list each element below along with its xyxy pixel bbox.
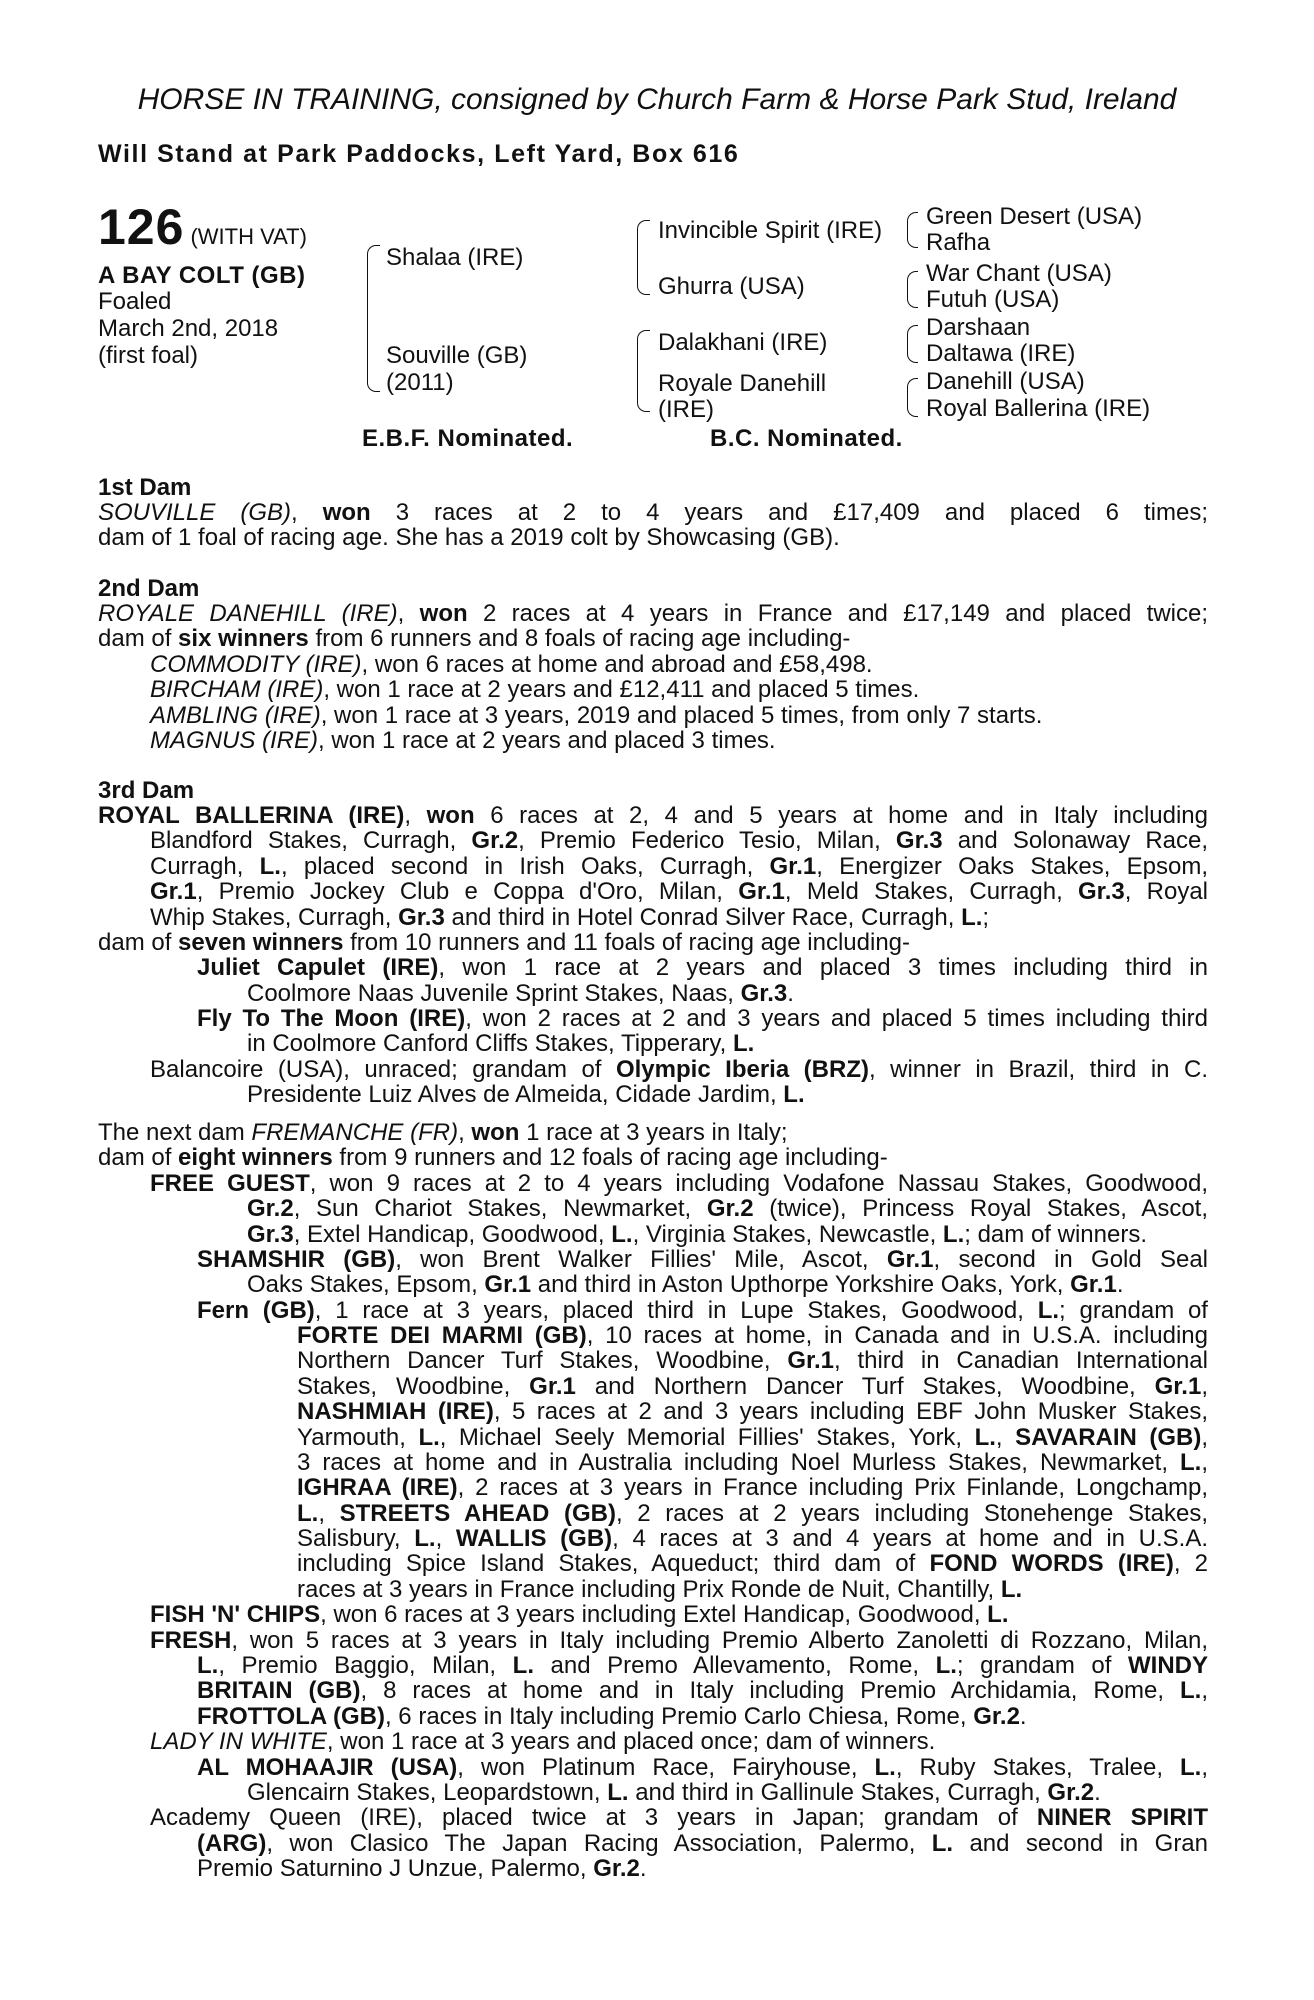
text-segment: and Premo Allevamento, Rome,: [533, 1651, 936, 1679]
next-dam-line: [150, 1729, 1208, 1754]
text-segment: (twice), Princess Royal Stakes, Ascot,: [753, 1195, 1208, 1223]
next-dam-line: [197, 1247, 1208, 1272]
text-segment: and third in Gallinule Stakes, Curragh,: [628, 1778, 1048, 1806]
text-segment: Whip Stakes, Curragh,: [150, 903, 399, 931]
text-segment: , 2: [1173, 1550, 1209, 1578]
text-segment: ,: [435, 1525, 456, 1553]
text-segment: from 9 runners and 12 foals of racing age including-: [332, 1144, 888, 1172]
text-segment: Presidente Luiz Alves de Almeida, Cidade Jardim,: [247, 1081, 784, 1109]
next-dam-line: [98, 1120, 1208, 1145]
text-segment: ,: [1201, 1448, 1208, 1476]
next-dam-line: [297, 1323, 1208, 1348]
text-segment: L.: [874, 1753, 896, 1781]
text-segment: Gr.2: [706, 1195, 754, 1223]
text-segment: Gr.1: [150, 878, 197, 906]
text-segment: , 2 races at 2 years including Stonehenge Stakes,: [616, 1499, 1208, 1527]
next-dam-line: [297, 1374, 1208, 1399]
text-segment: won: [419, 600, 468, 627]
text-segment: IGHRAA (IRE): [297, 1474, 458, 1502]
text-segment: NASHMIAH (IRE): [297, 1398, 494, 1426]
text-segment: , third in Canadian International: [834, 1347, 1208, 1375]
text-segment: ,: [318, 1499, 340, 1527]
text-segment: six winners: [178, 625, 309, 653]
text-segment: ; grandam of: [956, 1651, 1128, 1679]
text-segment: Olympic Iberia (BRZ): [615, 1055, 869, 1083]
text-segment: .: [1094, 1778, 1101, 1806]
first-dam-heading: 1st Dam: [98, 474, 192, 501]
text-segment: , won Platinum Race, Fairyhouse,: [457, 1753, 875, 1781]
text-segment: , Meld Stakes, Curragh,: [784, 878, 1079, 906]
text-segment: , Sun Chariot Stakes, Newmarket,: [293, 1195, 707, 1223]
text-segment: L.: [197, 1651, 219, 1679]
pedigree-ds: Dalakhani (IRE): [658, 329, 828, 356]
text-segment: ,: [1201, 1677, 1208, 1705]
text-segment: L.: [1037, 1296, 1060, 1324]
horse-name: A BAY COLT (GB): [98, 262, 306, 289]
second-dam-line: [98, 626, 1208, 651]
pedigree-sdd: Futuh (USA): [926, 286, 1060, 313]
text-segment: BIRCHAM (IRE): [150, 676, 324, 704]
text-segment: L.: [1180, 1677, 1202, 1705]
text-segment: AMBLING (IRE): [150, 701, 321, 729]
third-dam-heading: 3rd Dam: [98, 777, 195, 804]
text-segment: , won 1 race at 2 years and placed 3 times including third in: [438, 954, 1208, 982]
text-segment: and third in Hotel Conrad Silver Race, Curragh,: [444, 903, 962, 931]
text-segment: 1 race at 3 years in Italy;: [519, 1119, 788, 1146]
text-segment: L.: [961, 903, 983, 931]
text-segment: L.: [611, 1220, 633, 1248]
text-segment: Juliet Capulet (IRE): [197, 954, 439, 982]
ebf-nominated: E.B.F. Nominated.: [362, 425, 574, 452]
next-dam-line: [197, 1704, 1208, 1729]
next-dam-line: [197, 1678, 1208, 1703]
next-dam-line: [247, 1222, 1208, 1247]
text-segment: , 5 races at 2 and 3 years including EBF John Musker Stakes,: [493, 1398, 1208, 1426]
next-dam-line: [197, 1298, 1208, 1323]
text-segment: ,: [1201, 1372, 1208, 1400]
text-segment: .: [639, 1855, 647, 1883]
text-segment: 3 races at 2 to 4 years and £17,409 and placed 6 times;: [370, 499, 1208, 526]
dam-name: Souville (GB): [386, 342, 528, 369]
text-segment: FISH 'N' CHIPS: [150, 1601, 321, 1629]
next-dam-line: [297, 1501, 1208, 1526]
third-dam-line: [150, 854, 1208, 879]
text-segment: L.: [414, 1525, 436, 1553]
text-segment: .: [1019, 1702, 1027, 1730]
text-segment: Gr.2: [1047, 1778, 1095, 1806]
third-dam-line: [150, 905, 1208, 930]
next-dam-line: [197, 1856, 1208, 1881]
text-segment: and Northern Dancer Turf Stakes, Woodbine,: [575, 1372, 1155, 1400]
text-segment: , placed second in Irish Oaks, Curragh,: [280, 852, 770, 880]
text-segment: NINER SPIRIT: [1036, 1804, 1208, 1832]
text-segment: L.: [1180, 1448, 1202, 1476]
third-dam-line: [150, 828, 1208, 853]
text-segment: ,: [397, 600, 420, 627]
text-segment: L.: [931, 1829, 954, 1857]
text-segment: Fern (GB): [197, 1296, 315, 1324]
text-segment: MAGNUS (IRE): [150, 726, 318, 754]
text-segment: FREMANCHE (FR): [251, 1119, 459, 1146]
text-segment: L.: [418, 1423, 440, 1451]
text-segment: Gr.2: [247, 1195, 294, 1223]
next-dam-line: [247, 1272, 1208, 1297]
next-dam-line: [297, 1425, 1208, 1450]
text-segment: L.: [942, 1220, 965, 1248]
next-dam-line: [297, 1399, 1208, 1424]
next-dam-line: [247, 1780, 1208, 1805]
text-segment: Gr.2: [973, 1702, 1020, 1730]
text-segment: L.: [974, 1423, 996, 1451]
text-segment: Yarmouth,: [297, 1423, 419, 1451]
third-dam-line: [247, 1031, 1208, 1056]
text-segment: L.: [1180, 1753, 1202, 1781]
pedigree-sss: Green Desert (USA): [926, 203, 1143, 230]
next-dam-line: [247, 1196, 1208, 1221]
text-segment: Oaks Stakes, Epsom,: [247, 1271, 485, 1299]
pedigree-dd-line1: Royale Danehill: [658, 370, 827, 397]
text-segment: L.: [783, 1081, 805, 1109]
pedigree-ssd: Rafha: [926, 229, 991, 256]
text-segment: Gr.2: [471, 827, 519, 855]
text-segment: ; grandam of: [1059, 1296, 1208, 1324]
third-dam-line: [197, 1006, 1208, 1031]
text-segment: from 10 runners and 11 foals of racing age including-: [343, 928, 911, 956]
lot-number-block: [98, 198, 307, 256]
text-segment: , 1 race at 3 years, placed third in Lupe Stakes, Goodwood,: [314, 1296, 1038, 1324]
text-segment: ,: [1201, 1753, 1209, 1781]
text-segment: SAVARAIN (GB): [1015, 1423, 1202, 1451]
text-segment: in Coolmore Canford Cliffs Stakes, Tipperary,: [247, 1030, 733, 1058]
text-segment: Gr.3: [247, 1220, 294, 1248]
pedigree-dds: Danehill (USA): [926, 368, 1085, 395]
pedigree-ss: Invincible Spirit (IRE): [658, 217, 883, 244]
third-dam-line: [197, 955, 1208, 980]
dam-line-bracket: [637, 330, 650, 412]
text-segment: dam of 1 foal of racing age. She has a 2019 colt by Showcasing (GB).: [98, 524, 840, 552]
text-segment: The next dam: [98, 1119, 252, 1146]
second-dam-line: [150, 652, 1208, 677]
pedigree-dd-line2: (IRE): [658, 396, 714, 423]
text-segment: .: [787, 979, 794, 1007]
text-segment: BRITAIN (GB): [197, 1677, 361, 1705]
third-dam-line: [98, 930, 1208, 955]
text-segment: including Spice Island Stakes, Aqueduct; third dam of: [297, 1550, 930, 1578]
text-segment: AL MOHAAJIR (USA): [197, 1753, 458, 1781]
third-dam-line: [150, 879, 1208, 904]
ds-bracket: [907, 325, 918, 363]
text-segment: Blandford Stakes, Curragh,: [150, 827, 472, 855]
text-segment: L.: [259, 852, 281, 880]
text-segment: Curragh,: [150, 852, 260, 880]
pedigree-dsd: Daltawa (IRE): [926, 340, 1076, 367]
text-segment: , Royal: [1124, 878, 1209, 906]
text-segment: , 2 races at 3 years in France including Prix Finlande, Longchamp,: [457, 1474, 1208, 1502]
bc-nominated: B.C. Nominated.: [710, 425, 903, 452]
text-segment: Salisbury,: [297, 1525, 415, 1553]
text-segment: won: [322, 499, 371, 526]
third-dam-line: [247, 981, 1208, 1006]
pedigree-sds: War Chant (USA): [926, 260, 1112, 287]
text-segment: Academy Queen (IRE), placed twice at 3 years in Japan; grandam of: [150, 1804, 1037, 1832]
text-segment: Gr.3: [1078, 878, 1125, 906]
next-dam-line: [98, 1145, 1208, 1170]
stand-location: Will Stand at Park Paddocks, Left Yard, Box 616: [98, 140, 740, 168]
second-dam-line: [150, 677, 1208, 702]
second-dam-line: [150, 703, 1208, 728]
text-segment: Gr.3: [895, 827, 943, 855]
text-segment: Gr.3: [740, 979, 788, 1007]
text-segment: 6 races at 2, 4 and 5 years at home and in Italy including: [474, 802, 1208, 829]
first-foal-note: (first foal): [98, 342, 199, 369]
next-dam-line: [197, 1653, 1208, 1678]
text-segment: ,: [404, 802, 427, 829]
text-segment: dam of: [98, 928, 179, 956]
text-segment: , won 1 race at 2 years and £12,411 and placed 5 times.: [323, 676, 920, 704]
next-dam-line: [150, 1171, 1208, 1196]
text-segment: Gr.1: [738, 878, 785, 906]
vat-note: (WITH VAT): [190, 224, 307, 249]
text-segment: Balancoire (USA), unraced; grandam of: [150, 1055, 616, 1083]
sire-dam-bracket: [367, 245, 380, 392]
text-segment: (ARG): [197, 1829, 267, 1857]
sd-bracket: [907, 271, 918, 308]
second-dam-line: [98, 601, 1208, 626]
text-segment: Stakes, Woodbine,: [297, 1372, 530, 1400]
text-segment: ;: [982, 903, 990, 931]
next-dam-line: [297, 1450, 1208, 1475]
text-segment: won: [426, 802, 475, 829]
text-segment: 2 races at 4 years in France and £17,149 and placed twice;: [467, 600, 1208, 627]
text-segment: , 6 races in Italy including Premio Carlo Chiesa, Rome,: [384, 1702, 974, 1730]
text-segment: Fly To The Moon (IRE): [197, 1005, 466, 1033]
next-dam-line: [150, 1628, 1208, 1653]
text-segment: ,: [458, 1119, 472, 1146]
text-segment: races at 3 years in France including Prix Ronde de Nuit, Chantilly,: [297, 1575, 1001, 1603]
text-segment: Coolmore Naas Juvenile Sprint Stakes, Naas,: [247, 979, 741, 1007]
text-segment: Gr.3: [398, 903, 445, 931]
text-segment: ,: [1201, 1423, 1209, 1451]
sire-line-bracket: [637, 220, 650, 295]
next-dam-line: [297, 1551, 1208, 1576]
text-segment: Gr.1: [1070, 1271, 1117, 1299]
text-segment: .: [1116, 1271, 1124, 1299]
text-segment: and third in Aston Upthorpe Yorkshire Oaks, York,: [531, 1271, 1071, 1299]
pedigree-dss: Darshaan: [926, 314, 1031, 341]
text-segment: STREETS AHEAD (GB): [339, 1499, 616, 1527]
text-segment: L.: [987, 1601, 1009, 1629]
text-segment: , Premio Federico Tesio, Milan,: [518, 827, 896, 855]
text-segment: , Premio Jockey Club e Coppa d'Oro, Milan,: [196, 878, 739, 906]
text-segment: COMMODITY (IRE): [150, 650, 362, 678]
text-segment: dam of: [98, 1144, 179, 1172]
text-segment: WALLIS (GB): [455, 1525, 613, 1553]
text-segment: Gr.1: [1154, 1372, 1202, 1400]
text-segment: , Extel Handicap, Goodwood,: [293, 1220, 612, 1248]
text-segment: L.: [607, 1778, 629, 1806]
next-dam-line: [297, 1526, 1208, 1551]
third-dam-line: [247, 1082, 1208, 1107]
foaled-date: March 2nd, 2018: [98, 315, 279, 342]
text-segment: eight winners: [178, 1144, 333, 1172]
text-segment: , 10 races at home, in Canada and in U.S.A. including: [586, 1322, 1209, 1350]
text-segment: FREE GUEST: [150, 1169, 310, 1197]
text-segment: , won Brent Walker Fillies' Mile, Ascot,: [395, 1245, 887, 1273]
text-segment: LADY IN WHITE: [150, 1728, 327, 1756]
second-dam-heading: 2nd Dam: [98, 575, 200, 602]
text-segment: FOND WORDS (IRE): [929, 1550, 1174, 1578]
text-segment: ,: [291, 499, 323, 526]
text-segment: L.: [1000, 1575, 1023, 1603]
pedigree-sd: Ghurra (USA): [658, 273, 805, 300]
text-segment: Gr.2: [593, 1855, 640, 1883]
text-segment: , won 9 races at 2 to 4 years including Vodafone Nassau Stakes, Goodwood,: [309, 1169, 1208, 1197]
text-segment: , winner in Brazil, third in C.: [868, 1055, 1208, 1083]
text-segment: , won 6 races at home and abroad and £58,498.: [361, 650, 873, 678]
text-segment: won: [471, 1119, 520, 1146]
text-segment: SHAMSHIR (GB): [197, 1245, 396, 1273]
text-segment: , won 1 race at 3 years and placed once; dam of winners.: [326, 1728, 936, 1756]
text-segment: and Solonaway Race,: [942, 827, 1209, 855]
text-segment: ROYALE DANEHILL (IRE): [98, 600, 398, 627]
text-segment: seven winners: [178, 928, 344, 956]
text-segment: L.: [297, 1499, 319, 1527]
text-segment: FRESH: [150, 1626, 232, 1654]
text-segment: , Premio Baggio, Milan,: [218, 1651, 513, 1679]
foaled-label: Foaled: [98, 288, 172, 315]
text-segment: L.: [732, 1030, 755, 1058]
pedigree-ddd: Royal Ballerina (IRE): [926, 395, 1151, 422]
sire-name: Shalaa (IRE): [386, 244, 524, 271]
text-segment: , Michael Seely Memorial Fillies' Stakes, York,: [439, 1423, 975, 1451]
text-segment: from 6 runners and 8 foals of racing age including-: [308, 625, 851, 653]
second-dam-line: [150, 728, 1208, 753]
ss-bracket: [907, 212, 918, 248]
page-title: HORSE IN TRAINING, consigned by Church Farm & Horse Park Stud, Ireland: [137, 83, 1177, 116]
text-segment: FORTE DEI MARMI (GB): [297, 1322, 587, 1350]
next-dam-line: [197, 1755, 1208, 1780]
text-segment: , 8 races at home and in Italy including Premio Archidamia, Rome,: [360, 1677, 1180, 1705]
text-segment: WINDY: [1128, 1651, 1208, 1679]
next-dam-line: [150, 1805, 1208, 1830]
text-segment: , second in Gold Seal: [933, 1245, 1209, 1273]
text-segment: FROTTOLA (GB): [197, 1702, 385, 1730]
third-dam-line: [150, 1057, 1208, 1082]
lot-number: 126: [98, 199, 185, 255]
text-segment: , Ruby Stakes, Tralee,: [895, 1753, 1181, 1781]
text-segment: , won 6 races at 3 years including Extel Handicap, Goodwood,: [320, 1601, 988, 1629]
first-dam-line: [98, 525, 1208, 550]
text-segment: , Virginia Stakes, Newcastle,: [632, 1220, 943, 1248]
text-segment: dam of: [98, 625, 179, 653]
text-segment: , won Clasico The Japan Racing Association, Palermo,: [266, 1829, 932, 1857]
next-dam-line: [297, 1348, 1208, 1373]
text-segment: , won 1 race at 3 years, 2019 and placed 5 times, from only 7 starts.: [320, 701, 1043, 729]
text-segment: Gr.1: [769, 852, 817, 880]
text-segment: and second in Gran: [953, 1829, 1208, 1857]
text-segment: Gr.1: [787, 1347, 835, 1375]
text-segment: Gr.1: [484, 1271, 532, 1299]
text-segment: SOUVILLE (GB): [98, 499, 292, 526]
first-dam-line: [98, 500, 1208, 525]
text-segment: , won 1 race at 2 years and placed 3 times.: [318, 726, 776, 754]
text-segment: Gr.1: [529, 1372, 576, 1400]
text-segment: Gr.1: [886, 1245, 934, 1273]
text-segment: ; dam of winners.: [964, 1220, 1147, 1248]
third-dam-line: [98, 803, 1208, 828]
text-segment: Glencairn Stakes, Leopardstown,: [247, 1778, 608, 1806]
text-segment: ROYAL BALLERINA (IRE): [98, 802, 405, 829]
next-dam-line: [297, 1475, 1208, 1500]
text-segment: L.: [935, 1651, 957, 1679]
next-dam-line: [297, 1577, 1208, 1602]
dam-year: (2011): [386, 369, 454, 396]
text-segment: Premio Saturnino J Unzue, Palermo,: [197, 1855, 594, 1883]
text-segment: ,: [995, 1423, 1016, 1451]
next-dam-line: [150, 1602, 1208, 1627]
text-segment: L.: [512, 1651, 534, 1679]
text-segment: , Energizer Oaks Stakes, Epsom,: [816, 852, 1208, 880]
dd-bracket: [907, 378, 918, 417]
text-segment: Northern Dancer Turf Stakes, Woodbine,: [297, 1347, 788, 1375]
text-segment: 3 races at home and in Australia including Noel Murless Stakes, Newmarket,: [297, 1448, 1180, 1476]
text-segment: , won 2 races at 2 and 3 years and placed 5 times including third: [465, 1005, 1208, 1033]
text-segment: , won 5 races at 3 years in Italy including Premio Alberto Zanoletti di Rozzano, Milan,: [231, 1626, 1208, 1654]
text-segment: , 4 races at 3 and 4 years at home and in U.S.A.: [612, 1525, 1209, 1553]
next-dam-line: [197, 1831, 1208, 1856]
